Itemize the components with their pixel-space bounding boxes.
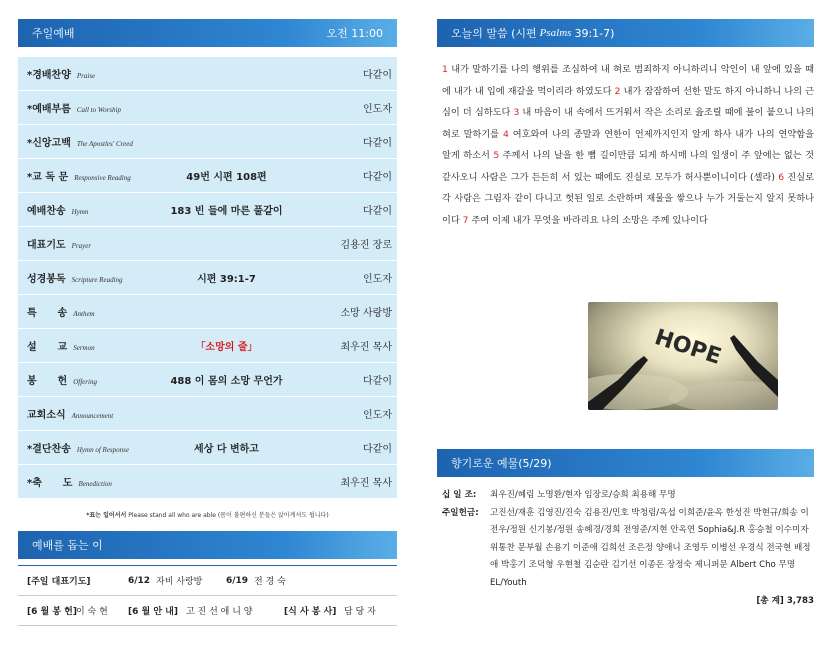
worship-header — [18, 19, 397, 47]
order-item — [18, 236, 156, 251]
prayer-date-1: 6/12 — [128, 575, 151, 586]
prayer-label: [주일 대표기도] — [27, 577, 91, 587]
sunday-offering-row — [442, 505, 814, 593]
order-row — [18, 91, 397, 125]
order-row — [18, 397, 397, 431]
verse-number: 3 — [513, 107, 520, 118]
order-item-leader: 소망 사랑방 — [340, 308, 392, 319]
order-item-leader: 다같이 — [363, 172, 392, 183]
scripture-text — [442, 59, 814, 231]
order-item-english: Sermon — [73, 344, 95, 352]
helpers-row-duties — [18, 596, 397, 626]
verse-text: 주여 이제 내가 무엇을 바라리요 나의 소망은 주께 있나이다 — [468, 214, 708, 226]
order-item-korean: 설 교 — [27, 342, 68, 353]
tithe-label: 십 일 조: — [442, 490, 477, 500]
helpers-title: 예배를 돕는 이 — [32, 539, 103, 552]
worship-time: 오전 11:00 — [326, 27, 383, 40]
offering-list — [442, 487, 814, 611]
usher-names: 고 진 선 애 니 양 — [186, 607, 253, 617]
order-item-leader: 다같이 — [363, 444, 392, 455]
order-item-korean: *결단찬송 — [27, 444, 71, 455]
order-item-leader: 인도자 — [363, 104, 392, 115]
order-item-leader: 다같이 — [363, 138, 392, 149]
order-item-leader: 다같이 — [363, 206, 392, 217]
hope-word: HOPE — [651, 325, 725, 370]
sunday-offering-label: 주일헌금: — [442, 507, 479, 518]
order-row — [18, 363, 397, 397]
order-item-leader: 다같이 — [363, 376, 392, 387]
order-item-detail: 시편 39:1-7 — [197, 274, 256, 285]
order-item-english: Offering — [73, 378, 97, 386]
order-row — [18, 193, 397, 227]
order-item-korean: *축 도 — [27, 478, 73, 489]
offering-name: 이 숙 현 — [76, 607, 108, 617]
order-of-worship — [18, 57, 397, 499]
order-item-korean: 교회소식 — [27, 410, 66, 421]
order-item-leader: 최우진 목사 — [340, 342, 392, 353]
scripture-header — [437, 19, 814, 47]
order-item — [18, 372, 156, 387]
order-item — [18, 66, 156, 81]
usher-label: [6 월 안 내] — [128, 607, 178, 617]
order-item-korean: 봉 헌 — [27, 376, 68, 387]
offering-total: [총 계] 3,783 — [756, 596, 814, 606]
helpers-header — [18, 531, 397, 559]
verse-text: 내가 잠잠하여 선한 말도 하지 아니하니 나의 근심이 더 심하도다 — [442, 85, 814, 118]
verse-number: 7 — [462, 214, 469, 226]
order-item — [18, 440, 156, 455]
sunday-offering-names: 고진선/재훈 김영진/진숙 김용진/민호 박청림/옥섭 이희준/윤옥 한성진 박현규/희송 이전우/정원 신기봉/정원 송혜경/경희 전영준/지현 안옥연 Sophia&J.R 홍승철 이수미자 위통찬 문부월 손용기 이준애 김희선 조은정 양애니 조영두 이병선 우경식 전국현 배정애 박홍기 조덕형 우현철 김순란 김기선 이종돈 장정숙 제니퍼문 Albert Cho 무명 EL/Youth — [490, 507, 811, 588]
order-item-english: Prayer — [71, 242, 92, 250]
verse-number: 2 — [614, 85, 621, 97]
order-item — [18, 474, 156, 489]
hope-image — [588, 302, 778, 410]
order-row — [18, 329, 397, 363]
verse-number: 5 — [493, 150, 500, 161]
verse-number: 4 — [503, 128, 509, 140]
order-item-korean: 대표기도 — [27, 240, 66, 251]
tithe-names: 최우진/혜림 노명환/현자 임장로/승희 최용해 무명 — [490, 490, 676, 500]
order-row — [18, 431, 397, 465]
meal-name: 담 당 자 — [344, 607, 376, 617]
prayer-name-1: 자비 사랑방 — [156, 577, 203, 587]
order-item-korean: 특 송 — [27, 308, 68, 319]
verse-text: 주께서 나의 날을 한 뼘 길이만큼 되게 하시매 나의 일생이 주 앞에는 없는 것 같사오니 사람은 그가 든든히 서 있는 때에도 진실로 모두가 허사뿐이니이다 (셀라) — [442, 150, 815, 183]
order-row — [18, 159, 397, 193]
order-item-korean: 성경봉독 — [27, 274, 66, 285]
scripture-ref: 39:1-7) — [574, 26, 615, 40]
offering-label: [6 월 봉 헌] — [27, 607, 77, 617]
order-item-detail: 488 이 몸의 소망 무언가 — [170, 376, 283, 387]
order-item-detail: 183 빈 들에 마른 풀같이 — [170, 206, 283, 217]
order-item-leader: 인도자 — [363, 410, 392, 421]
order-item-korean: *경배찬양 — [27, 70, 71, 81]
order-item-detail: 49번 시편 108편 — [186, 172, 267, 183]
order-row — [18, 57, 397, 91]
order-item-english: Praise — [76, 72, 96, 80]
order-item-english: Hymn of Response — [76, 446, 129, 454]
worship-title: 주일예배 — [32, 27, 75, 40]
order-item-english: Call to Worship — [76, 106, 121, 114]
order-item — [18, 100, 156, 115]
order-item — [18, 168, 156, 183]
order-item — [18, 270, 156, 285]
order-item-english: Hymn — [71, 208, 89, 216]
verse-number: 6 — [778, 171, 785, 183]
prayer-name-2: 전 경 숙 — [254, 577, 286, 587]
order-item — [18, 406, 156, 421]
order-item-korean: 예배찬송 — [27, 206, 66, 217]
order-item-detail: 세상 다 변하고 — [194, 444, 259, 455]
order-row — [18, 261, 397, 295]
scripture-title-en: Psalms — [539, 27, 572, 39]
order-item — [18, 202, 156, 217]
helpers-table — [18, 565, 397, 626]
order-item-leader: 인도자 — [363, 274, 392, 285]
order-item-english: Scripture Reading — [71, 276, 123, 284]
order-item-detail: 「소망의 줄」 — [195, 342, 258, 353]
prayer-date-2: 6/19 — [226, 575, 249, 586]
order-item-korean: *교 독 문 — [27, 172, 69, 183]
verse-text: 진실로 각 사람은 그림자 같이 다니고 헛된 일로 소란하며 재물을 쌓으나 누가 거둘는지 알지 못하나이다 — [442, 171, 815, 226]
order-item-leader: 다같이 — [363, 70, 392, 81]
order-item-english: Anthem — [73, 310, 95, 318]
order-item — [18, 338, 156, 353]
order-item-english: Announcement — [71, 412, 114, 420]
order-item — [18, 304, 156, 319]
order-row — [18, 465, 397, 499]
order-item-korean: *예배부름 — [27, 104, 71, 115]
verse-number: 1 — [442, 64, 448, 75]
verse-text: 내 마음이 내 속에서 뜨거워서 작은 소리로 읊조릴 때에 불이 붙으니 나의 혀로 말하기를 — [442, 107, 814, 140]
order-item-english: The Apostles' Creed — [76, 140, 133, 148]
verse-text: 내가 말하기를 나의 행위를 조심하여 내 혀로 범죄하지 아니하리니 악인이 내 앞에 있을 때에 내가 내 입에 재갈을 먹이리라 하였도다 — [442, 64, 814, 97]
order-item-english: Benediction — [78, 480, 112, 488]
tithe-row — [442, 487, 814, 505]
order-item-korean: *신앙고백 — [27, 138, 71, 149]
order-row — [18, 295, 397, 329]
order-item — [18, 134, 156, 149]
offering-header — [437, 449, 814, 477]
order-row — [18, 227, 397, 261]
scripture-title: 오늘의 말씀 (시편 — [451, 27, 537, 40]
verse-text: 여호와여 나의 종말과 연한이 언제까지인지 알게 하사 내가 나의 연약함을 알게 하소서 — [442, 128, 814, 161]
standing-note: *표는 일어서서 Please stand all who are able (몸이 불편하신 분들은 앉아계셔도 됩니다) — [86, 512, 329, 519]
order-row — [18, 125, 397, 159]
order-item-leader: 김용진 장로 — [340, 240, 392, 251]
order-item-leader: 최우진 목사 — [340, 478, 392, 489]
offering-title: 향기로운 예물(5/29) — [451, 457, 552, 470]
helpers-row-prayer — [18, 566, 397, 596]
order-item-english: Responsive Reading — [74, 174, 131, 182]
meal-label: [식 사 봉 사] — [284, 607, 337, 617]
